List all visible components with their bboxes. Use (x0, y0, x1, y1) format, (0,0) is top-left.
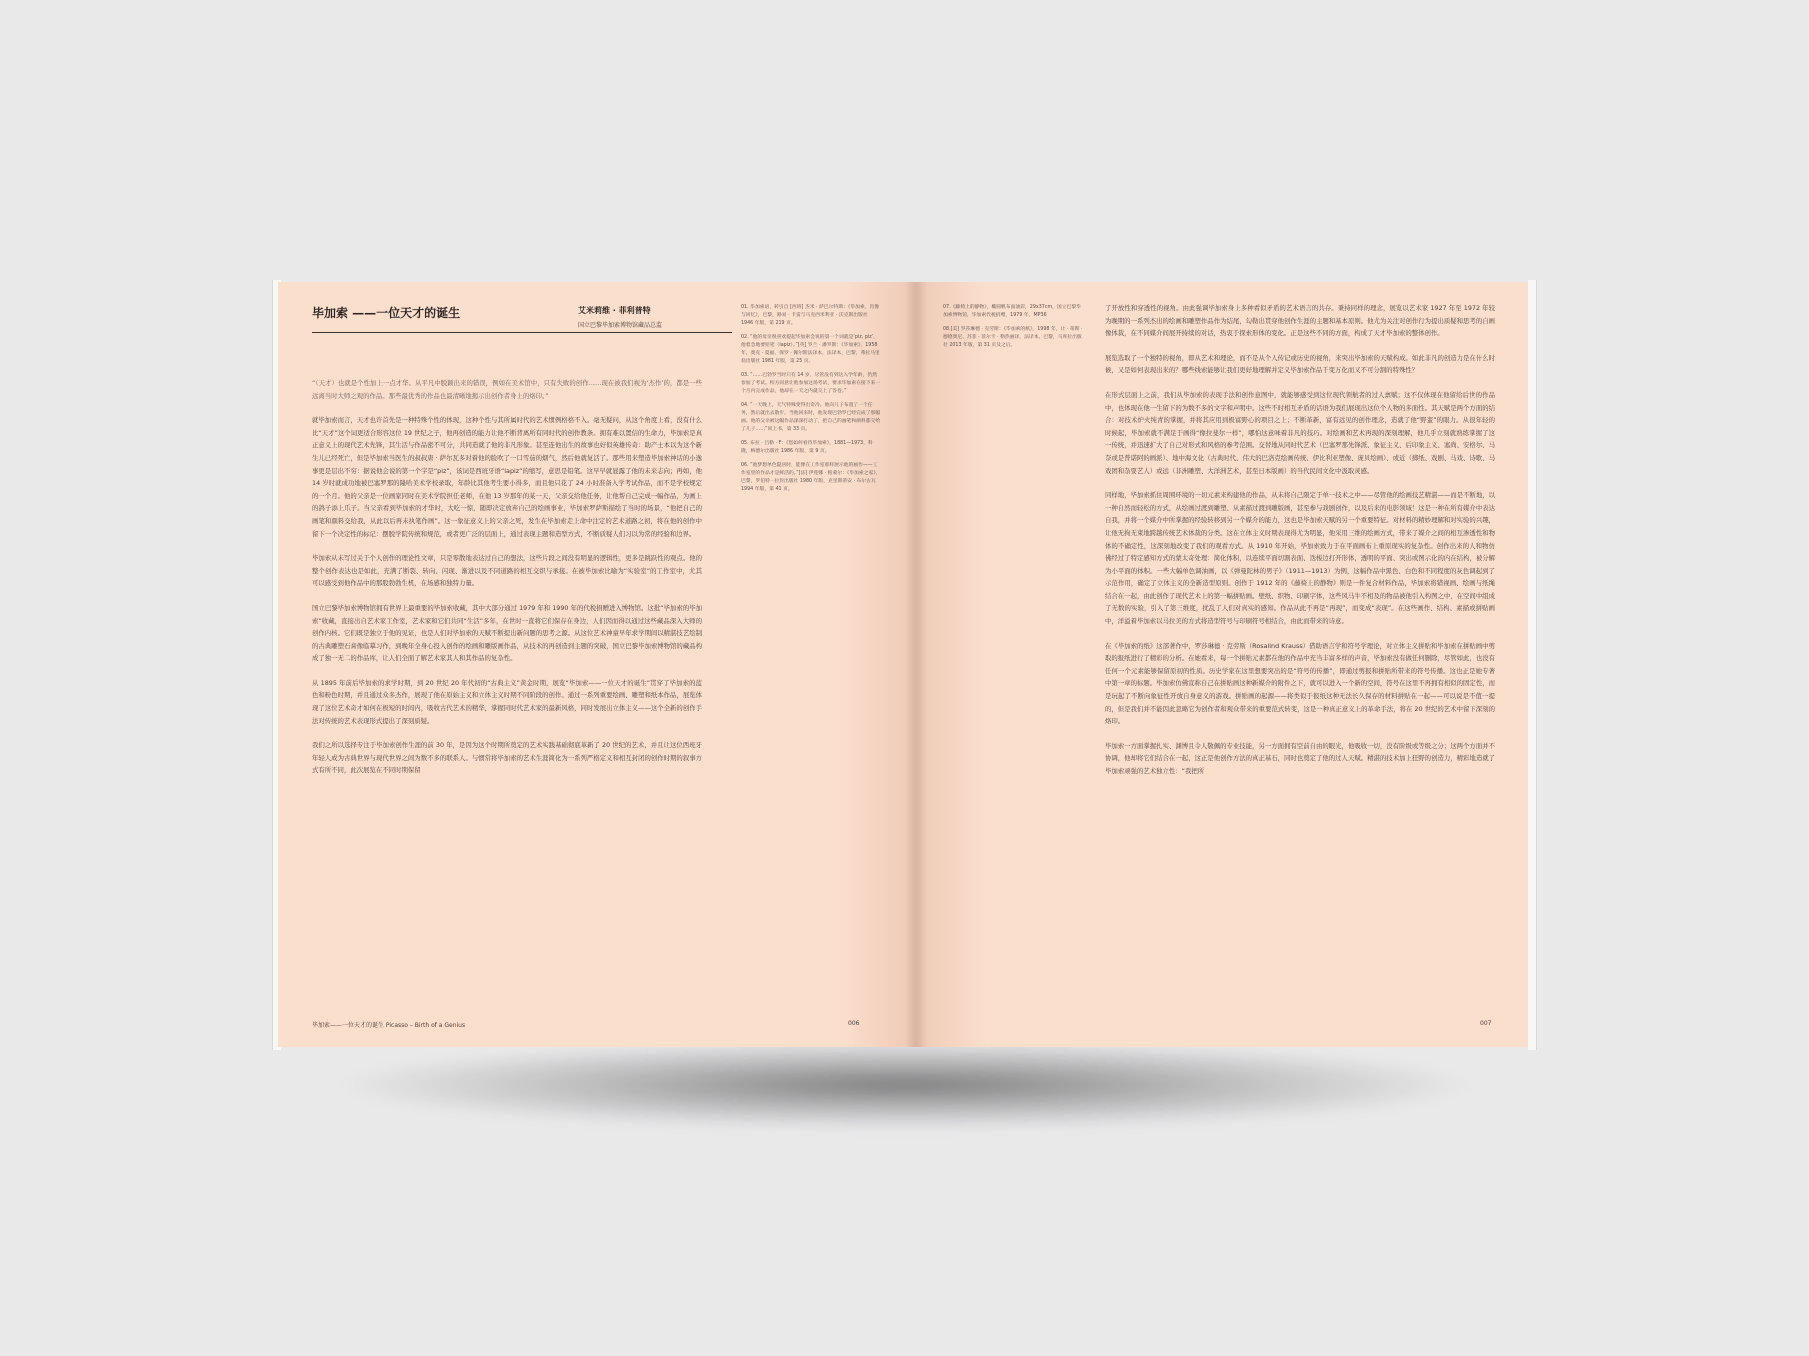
article-title: 毕加索 ——一位天才的诞生 (312, 306, 461, 320)
epigraph-quote: “（天才）也就是个性加上一点才华。从平凡中脱颖出来的错误，例如在美术馆中，只有失败的创作……现在被我们视为‘杰作’的，都是一些远离当时大师之观的作品。那些最优秀的作品也最清晰地揭示出创作者身上的烙印。” (312, 379, 702, 400)
body-paragraph: 毕加索一方面掌握扎实、渊博且令人敬佩的专业技能，另一方面拥有空前自由的眼光，他吸收一切，没有阶级或等级之分；这两个方面并不协调，他却将它们结合在一起，这正是他创作方法的真正基石，同时也奠定了他的过人天赋。精湛的技术加上狂野的创造力，精彩地造就了毕加索顽强的艺术独立性：“我把所 (1105, 741, 1495, 775)
page-edges-right (1528, 280, 1537, 1050)
left-page (278, 282, 915, 1047)
footnote: 08.[美] 罗莎琳德 · 克劳斯：《毕加索的纸》，1998 年，让 · 蒂斯 · 德德奥尼、苏菲 · 菲尔卡 · 勒热丽译，法译本，巴黎，马库拉出版社 2013 年版，第 31 页及之后。 (943, 327, 1083, 348)
page-number-left: 006 (848, 1020, 860, 1027)
footnote: 05. 布拉 · 吕勒 · F：《您如何看待毕加索》，1881—1973，科隆，梅德尔出版社 1986 年版，第 9 页。 (741, 441, 873, 454)
footnote: 01. 毕加索语，转引自 [西班] 杰米 · 萨巴尔特斯：《毕加索，肖像与回忆》，巴黎，路易 · 卡雷与马克西米利亚 · 沃克斯出版社 1946 年版，第 219 页。 (741, 305, 880, 326)
body-paragraph: 展览选取了一个独特的视角，即从艺术和理论，而不是从个人传记或历史的视角，来突出毕加索的天赋构成。如此非凡的创造力是在什么时候，又是如何表现出来的？哪些线索能够让我们更好地理解并定义毕加索作品千变万化而又不可分割的特殊性？ (1105, 353, 1495, 375)
author-name: 艾米莉维 · 菲利普特 (578, 306, 651, 315)
right-page (915, 282, 1528, 1047)
body-paragraph: 在《毕加索的纸》这部著作中，罗莎琳德 · 克劳斯（Rosalind Krauss）借助语言学和符号学理论，对立体主义拼贴和毕加索在拼贴画中剪取的报纸进行了精彩的分析。在她看来，每一个拼贴元素都在他的作品中充当丰富多样的声音，毕加索没有做任何删除，尽管如此，也没有任何一个元素能够保留原初的性质。历史学家在这里想要突出的是“符号的传播”，即通过剪报和拼贴所带来的符号传播。这也正是她专著中第一章的标题。毕加索仿佛宣称自己在拼贴画这种新媒介的附件之下，就可以进入一个新的空间，符号在这里不再拥有相似的固定性，而是玩起了不断向象征性开放自身意义的游戏。拼贴画的起源——将类似于报纸这种无法长久保存的材料拼贴在一起——可以说是不值一提的，但是我们并不能因此忽略它为创作者和观众带来的重要范式转变，这是一种真正意义上的革命手法，将在 20 世纪的艺术中留下深刻的烙印。 (1105, 641, 1495, 726)
body-paragraph: 就毕加索而言，天才也许首先是一种特殊个性的体现，这种个性与其所属时代的艺术惯例格格不入。毫无疑问，从这个角度上看，没有什么比“天才”这个词更适合形容这位 19 世纪之子，他再创造的能力让他不断背离所有同时代的创作教条。拥有难以置信的生命力，毕加索是真正意义上的现代艺术先锋，其生活与作品密不可分，共同造就了他的非凡形象。甚至连他出生的故事也好似英雄传奇：助产士本以为这个新生儿已经死亡，但是毕加索当医生的叔叔唐 · 萨尔瓦多对着他的脸吹了一口雪茄的烟气，然后他就复活了。那些用来塑造毕加索神话的小逸事更是层出不穷：据说他会说的第一个字是“piz”，该词是西班牙语“lapiz”的缩写，意思是铅笔。这早早就显露了他的未来志向；再如，他 14 岁时就成功地被巴塞罗那的隆哈美术学校录取，年龄比其他考生要小得多，而且他只花了 24 小时准备入学考试作品，而不是学校规定的一个月。他的父亲是一位画家同时在美术学院担任老师，在他 13 岁那年的某一天，父亲交给他任务，让他帮自己完成一幅作品，为画上的鸽子添上爪子。当父亲看到毕加索的才华时，大吃一惊，随即决定放弃自己的绘画事业，毕加索罗萨斯描绘了当时的场景，“他把自己的画笔和颜料交给我，从此以后再未执笔作画”。这一象征意义上的父亲之死，发生在毕加索走上命中注定的艺术道路之初，将在他的创作中留下一个决定性的标记：摆脱学院传统和规范，或者更广泛的层面上，通过表现主题和造型方式，不断质疑人们习以为常的经验和边界。 (312, 416, 702, 538)
left-footnotes (741, 304, 881, 500)
body-paragraph: 国立巴黎毕加索博物馆拥有世界上最重要的毕加索收藏，其中大部分通过 1979 年和 1990 年的代税捐赠进入博物馆。这批“毕加索的毕加索”收藏，直接出自艺术家工作室，艺术家和它们共同“生活”多年，在世时一直将它们保存在身边，人们因而得以通过这些藏品深入大师的创作内核。它们既是独立于他的见证，也是人们对毕加索的天赋不断提出新问题的思考之源。从这位艺术神童早年求学期间以精湛技艺绘制的古典雕塑石膏像临摹习作，到晚年全身心投入创作的绘画和雕版画作品，从技术的再创造到主题的突破，国立巴黎毕加索博物馆的藏品构成了独一无二的作品库，让人们全面了解艺术家其人和其作品的复杂性。 (312, 603, 702, 663)
author-affiliation: 国立巴黎毕加索博物馆藏品总监 (578, 322, 663, 329)
left-body-text (312, 377, 702, 789)
footnote: 02. “他的母亲很喜欢提起毕加索会说的第一个词就是‘piz, piz’，他着急地要铅笔（lapiz）。”[英] 罗兰 · 潘罗斯：《毕加索》，1958 年，奥克 · 夏福、保罗 · 佩尔斯法译本，法译本，巴黎，弗拉马里翁出版社 1981 年版，第 25 页。 (741, 335, 880, 364)
running-footer: 毕加索——一位天才的诞生 Picasso – Birth of a Genius (312, 1022, 466, 1029)
footnote: 06. “他梦想单色隐居时，能像在工作室那样展示他的画作——工作室里的作品才是鲜活的。”[法] 伊莲娜 · 帕蒙尔：《毕加索之家》，巴黎，罗伯特 · 拉封出版社 1980 年版，克里斯蒂安 · 布尔古瓦 1994 年版，第 41 页。 (741, 463, 881, 492)
title-rule (312, 332, 732, 333)
footnote: 03. “……巴勃罗当时只有 14 岁，尽管没有到达入学年龄，仍然参加了考试。校方同意让他参加这场考试，要求毕加索在接下来一个月内完成作品，他却在一天之内就交上了答卷。” (741, 373, 881, 394)
body-paragraph: 同样地，毕加索抓住周围环境的一切元素来构建他的作品，从未将自己限定于单一技术之中——尽管他的绘画技艺精湛——而是不断地，以一种自然而轻松的方式，从绘画过渡到雕塑、从素描过渡到雕版画，甚至参与戏剧创作，以及后来的电影领域！这是一种在所有媒介中表达自我，并将一个媒介中所掌握的经验转移到另一个媒介的能力，这也是毕加索天赋的另一个重要特征。对材料的精妙理解和对实验的兴趣，让他无拘无束地跨越传统艺术体裁的分类。这在立体主义时期表现得尤为明显，他采用三维的绘画方式，带来了媒介之间的相互渗透性和物体的不确定性，这深刻地改变了我们的观看方式。从 1910 年开始，毕加索致力于在平面画布上重原现实的复杂性。创作出来的人和物仿佛经过了特定感知方式的蒙太奇处理：简化体积，以连续平面切割表面、迭梭边打开形体，透明的平面、突出或图示化的内在结构，被分解为小平面的体积。一些大幅单色调油画，以《弹曼陀林的男子》（1911—1913）为例，这幅作品中黑色、白色和不同程度的灰色调起到了示范作用，确定了立体主义的全新造型原则。创作于 1912 年的《藤椅上的静物》则是一件复合材料作品，毕加索将错视画、绘画与纸绳结合在一起，由此创作了现代艺术上的第一幅拼贴画。壁纸、织物、印刷字体，这些风马牛不相及的物品被他引入构图之中，在空间中组成了无数的实验，引入了第三维度，扰乱了人们对真实的感知。作品从此不再是“再现”，而变成“表现”。在这些画作、结构、素描或拼贴画中，洋溢着毕加索以马拉美的方式将造型符号与印刷符号相结合，由此而带来的诗意。 (1105, 491, 1495, 626)
book-gutter (905, 282, 927, 1047)
footnote: 04. “一天晚上，天气特殊变得出奇冷。他向儿子布置了一个任务，然后就出去散步。当他回来时，他发现巴勃罗已经完成了那幅画。他的父亲被这幅作品深深打动了，把自己的画笔和颜料都交给了儿子……”同上书，第 33 页。 (741, 403, 881, 432)
body-paragraph: 在形式层面上之前，我们从毕加索的表现手法和创作意图中，就能够感受到这位现代领航者的过人禀赋；这不仅体现在他留给后世的作品中，也体现在他一生留下的为数不多的文字和声明中。这些不时相互矛盾的话语为我们展现出这位个人物的多面性。其天赋是两个方面的结合：对技术炉火纯青的掌握，并将其应用到极富野心的项目之上；不断革新，富有远见的创作理念，造就了他“野蛮”的眼力。从很年轻的时候起，毕加索就不满足于画得“像拉斐尔一样”，哪怕这意味着非凡的技巧。对绘画和艺术再现的深刻理解，他几乎立刻就熟练掌握了这一传统，并迅速扩大了自己对形式和风格的参考范围。交替地从同时代艺术（巴塞罗那先锋派、象征主义、后印象主义、塞尚、安格尔、马奈或是普诺阿的画派）、地中海文化（古典时代、伟大的巴洛克绘画传统、伊比利亚塑像、庞贝绘画）、或近（掷纸、戏剧、马戏、诗歌、马戏团和杂耍艺人）或远（非洲雕塑、大洋洲艺术，甚至日本版画）的当代民间文化中汲取灵感。 (1105, 390, 1495, 475)
body-paragraph: 从 1895 年前后毕加索的求学时期，到 20 世纪 20 年代初的“古典主义”黄金时期，展览“毕加索——一位天才的诞生”贯穿了毕加索的蓝色和粉色时期，并且通过众多杰作，展现了他在原始主义和立体主义时期不同阶段的创作。通过一系列重要绘画、雕塑和纸本作品，展览体现了这位艺术奇才如何在极短的时间内，吸收古代艺术的精华，掌握同时代艺术家的最新风格，同时发展出立体主义——这个全新的创作手法对传统的艺术表现形式提出了深刻质疑。 (312, 678, 702, 725)
body-paragraph: 了开放性和穿透性的视角。由此强调毕加索身上多种看似矛盾的艺术语言的共存。秉持同样的理念，展览以艺术家 1927 年至 1972 年较为晚期的一系列杰出的绘画和雕塑作品作为结尾，勾勒出贯穿他创作生涯的主题和基本原则。他尤为关注对创作行为提出质疑和思考的自画像体裁，在不同媒介间展开持续的对话，热衷于探索形体的变化。正是这些不同的方面，构成了天才毕加索的整体创作。 (1105, 304, 1495, 338)
body-paragraph: 我们之所以选择专注于毕加索创作生涯的前 30 年，是因为这个时期所奠定的艺术实践基础彻底革新了 20 世纪的艺术，并且让这位西班牙年轻人成为古典世界与现代世界之间为数不多的联系人。与惯常将毕加索的艺术生涯简化为一系列严格定义和相互封闭的创作时期的叙事方式有所不同，此次展览在不同时期保留 (312, 741, 702, 775)
right-footnotes (943, 304, 1083, 356)
book-shadow (330, 1040, 1480, 1130)
footnote: 07.《藤椅上的静物》，椭圆帆布面油彩，29x37cm，国立巴黎毕加索博物馆，毕加索代税捐赠，1979 年，MP36 (943, 305, 1081, 318)
body-paragraph: 毕加索从未写过关于个人创作的理论性文章，只是零散地表达过自己的想法，这些片段之间没有明显的逻辑性，更多是跳跃性的观点。他的整个创作表达也是如此，充满了断裂、转向、闪现、渐进以及不同道路的相互交织与承接。在被毕加索比喻为“实验室”的工作室中，尤其可以感受到他作品中的那股勃勃生机，在场感和独特力量。 (312, 554, 702, 588)
right-body-text (1105, 302, 1495, 790)
page-number-right: 007 (1480, 1020, 1492, 1027)
